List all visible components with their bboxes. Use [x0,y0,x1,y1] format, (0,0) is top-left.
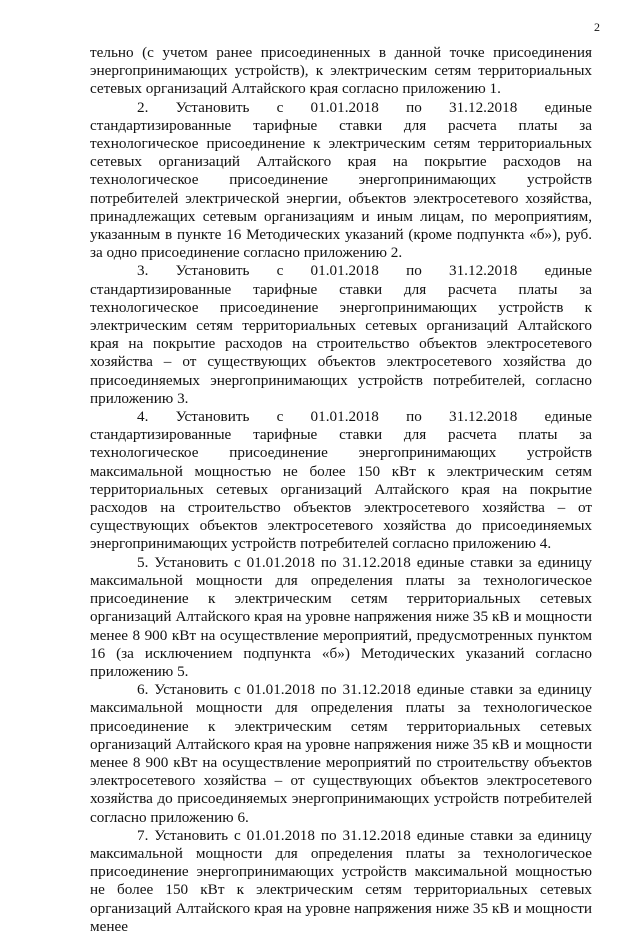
paragraph-item-5: 5. Установить с 01.01.2018 по 31.12.2018 единые ставки за единицу максимальной мощности для определения платы за технологическое присоединение к электрическим сетям территориальных сетевых организаций Алтайского края на уровне напряжения ниже 35 кВ и мощности менее 8 900 кВт на осуществление мероприятий, предусмотренных пунктом 16 (за исключением подпункта «б») Методических указаний согласно приложению 5. [90,553,592,680]
paragraph-item-3: 3. Установить с 01.01.2018 по 31.12.2018 единые стандартизированные тарифные ставки для расчета платы за технологическое присоединение энергопринимающих устройств к электрическим сетям территориальных сетевых организаций Алтайского края на покрытие расходов на строительство объектов электросетевого хозяйства – от существующих объектов электросетевого хозяйства до присоединяемых энергопринимающих устройств потребителей, согласно приложению 3. [90,262,592,407]
paragraph-continuation: тельно (с учетом ранее присоединенных в данной точке присоединения энергопринимающих устройств), к электрическим сетям территориальных сетевых организаций Алтайского края согласно приложению 1. [90,44,592,98]
paragraph-item-6: 6. Установить с 01.01.2018 по 31.12.2018 единые ставки за единицу максимальной мощности для определения платы за технологическое присоединение к электрическим сетям территориальных сетевых организаций Алтайского края на уровне напряжения ниже 35 кВ и мощности менее 8 900 кВт на осуществление мероприятий по строительству объектов электросетевого хозяйства – от существующих объектов электросетевого хозяйства до присоединяемых энергопринимающих устройств потребителей согласно приложению 6. [90,681,592,826]
page-number: 2 [594,20,600,34]
document-body [90,44,592,936]
paragraph-item-2: 2. Установить с 01.01.2018 по 31.12.2018 единые стандартизированные тарифные ставки для расчета платы за технологическое присоединение к электрическим сетям территориальных сетевых организаций Алтайского края на покрытие расходов на технологическое присоединение энергопринимающих устройств потребителей электрической энергии, объектов электросетевого хозяйства, принадлежащих сетевым организациям и иным лицам, по мероприятиям, указанным в пункте 16 Методических указаний (кроме подпункта «б»), руб. за одно присоединение согласно приложению 2. [90,98,592,262]
paragraph-item-4: 4. Установить с 01.01.2018 по 31.12.2018 единые стандартизированные тарифные ставки для расчета платы за технологическое присоединение энергопринимающих устройств максимальной мощностью не более 150 кВт к электрическим сетям территориальных сетевых организаций Алтайского края на покрытие расходов на строительство объектов электросетевого хозяйства – от существующих объектов электросетевого хозяйства до присоединяемых энергопринимающих устройств потребителей согласно приложению 4. [90,408,592,553]
paragraph-item-7: 7. Установить с 01.01.2018 по 31.12.2018 единые ставки за единицу максимальной мощности для определения платы за технологическое присоединение энергопринимающих устройств максимальной мощностью не более 150 кВт к электрическим сетям территориальных сетевых организаций Алтайского края на уровне напряжения ниже 35 кВ и мощности менее [90,826,592,935]
